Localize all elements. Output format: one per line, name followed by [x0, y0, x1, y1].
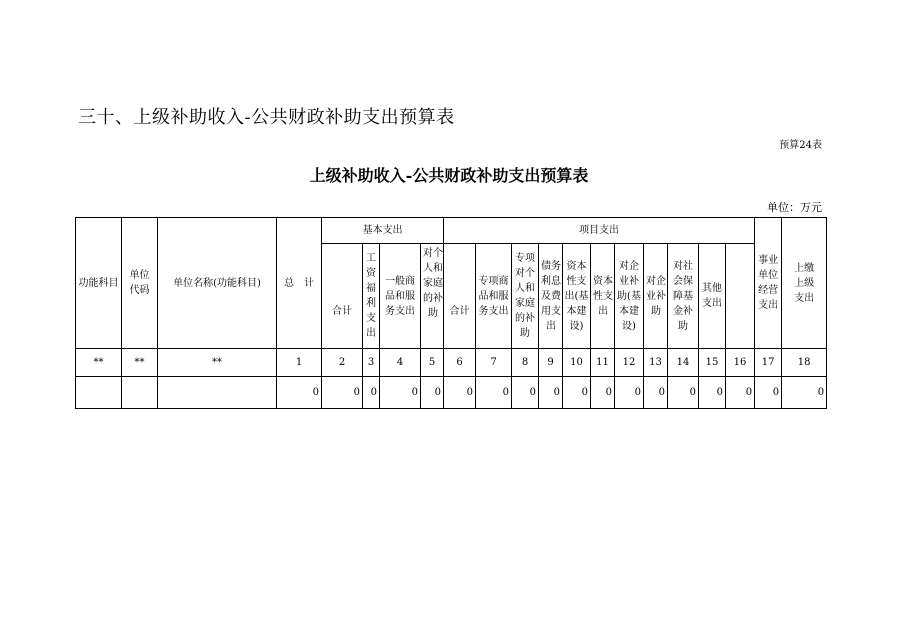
data-cell [76, 377, 122, 409]
table-title: 上级补助收入-公共财政补助支出预算表 [309, 166, 589, 185]
header-social-security-text: 对社会保障基金补助 [673, 260, 693, 332]
header-salary [363, 244, 380, 349]
index-cell: 5 [421, 349, 444, 377]
data-cell [122, 377, 158, 409]
data-cell: 0 [444, 377, 476, 409]
index-cell: 9 [539, 349, 563, 377]
header-project-group: 项目支出 [444, 218, 755, 244]
data-cell: 0 [782, 377, 827, 409]
header-special-individuals [512, 244, 539, 349]
header-special-goods-text: 专项商品和服务支出 [478, 275, 509, 317]
data-cell: 0 [755, 377, 782, 409]
data-cell: 0 [539, 377, 563, 409]
header-special-goods [476, 244, 512, 349]
data-cell: 0 [476, 377, 512, 409]
header-func-subject: 功能科目 [76, 218, 122, 349]
header-special-individuals-text: 专项对个人和家庭的补助 [515, 253, 535, 339]
index-cell: 8 [512, 349, 539, 377]
header-enterprise-construction-text: 对企业补助(基本建设) [617, 260, 641, 332]
header-other-text: 其他支出 [702, 283, 722, 309]
data-cell: 0 [512, 377, 539, 409]
index-cell: ** [158, 349, 277, 377]
index-cell: ** [76, 349, 122, 377]
data-cell [158, 377, 277, 409]
header-capital-construction-text: 资本性支出(基本建设) [564, 260, 589, 332]
header-to-individuals-text: 对个人和家庭的补助 [423, 248, 443, 319]
header-capital-construction [563, 244, 591, 349]
data-cell: 0 [699, 377, 726, 409]
index-cell: 6 [444, 349, 476, 377]
index-cell: 13 [644, 349, 668, 377]
header-goods-services-text: 一般商品和服务支出 [385, 275, 415, 317]
budget-table [75, 217, 827, 409]
header-salary-text: 工资福利支出 [366, 253, 376, 339]
header-unit-code-text: 单位代码 [129, 270, 150, 296]
data-cell: 0 [591, 377, 615, 409]
index-cell: 18 [782, 349, 827, 377]
index-cell: 4 [380, 349, 421, 377]
header-row-1 [76, 218, 827, 244]
index-row [76, 349, 827, 377]
header-social-security [668, 244, 699, 349]
unit-label: 单位：万元 [767, 201, 822, 214]
index-cell: 10 [563, 349, 591, 377]
header-business-unit [755, 218, 782, 349]
index-cell: ** [122, 349, 158, 377]
header-upper-remit [782, 218, 827, 349]
header-debt-interest-text: 债务利息及费用支出 [541, 260, 561, 332]
data-cell: 0 [322, 377, 363, 409]
header-upper-remit-text: 上缴上级支出 [794, 262, 815, 304]
index-cell: 16 [726, 349, 755, 377]
data-cell: 0 [644, 377, 668, 409]
index-cell: 15 [699, 349, 726, 377]
header-other [699, 244, 726, 349]
index-cell: 2 [322, 349, 363, 377]
header-proj-total: 合计 [444, 244, 476, 349]
data-cell: 0 [421, 377, 444, 409]
header-enterprise-text: 对企业补助 [646, 275, 666, 317]
header-enterprise [644, 244, 668, 349]
data-cell: 0 [615, 377, 644, 409]
header-goods-services [380, 244, 421, 349]
form-number: 预算24表 [779, 140, 822, 151]
header-capital-text: 资本性支出 [593, 275, 613, 317]
data-row [76, 377, 827, 409]
header-debt-interest [539, 244, 563, 349]
index-cell: 7 [476, 349, 512, 377]
header-business-unit-text: 事业单位经营支出 [758, 255, 779, 311]
header-basic-total: 合计 [322, 244, 363, 349]
header-capital [591, 244, 615, 349]
data-cell: 0 [363, 377, 380, 409]
header-unit-name: 单位名称(功能科目) [158, 218, 277, 349]
index-cell: 3 [363, 349, 380, 377]
index-cell: 14 [668, 349, 699, 377]
header-to-individuals [421, 244, 444, 349]
header-enterprise-construction [615, 244, 644, 349]
index-cell: 1 [277, 349, 322, 377]
data-cell: 0 [726, 377, 755, 409]
index-cell: 17 [755, 349, 782, 377]
index-cell: 11 [591, 349, 615, 377]
data-cell: 0 [563, 377, 591, 409]
index-cell: 12 [615, 349, 644, 377]
header-total: 总 计 [277, 218, 322, 349]
data-cell: 0 [668, 377, 699, 409]
page-heading: 三十、上级补助收入-公共财政补助支出预算表 [78, 107, 455, 128]
data-cell: 0 [380, 377, 421, 409]
header-basic-group: 基本支出 [322, 218, 444, 244]
header-unit-code [122, 218, 158, 349]
data-cell: 0 [277, 377, 322, 409]
